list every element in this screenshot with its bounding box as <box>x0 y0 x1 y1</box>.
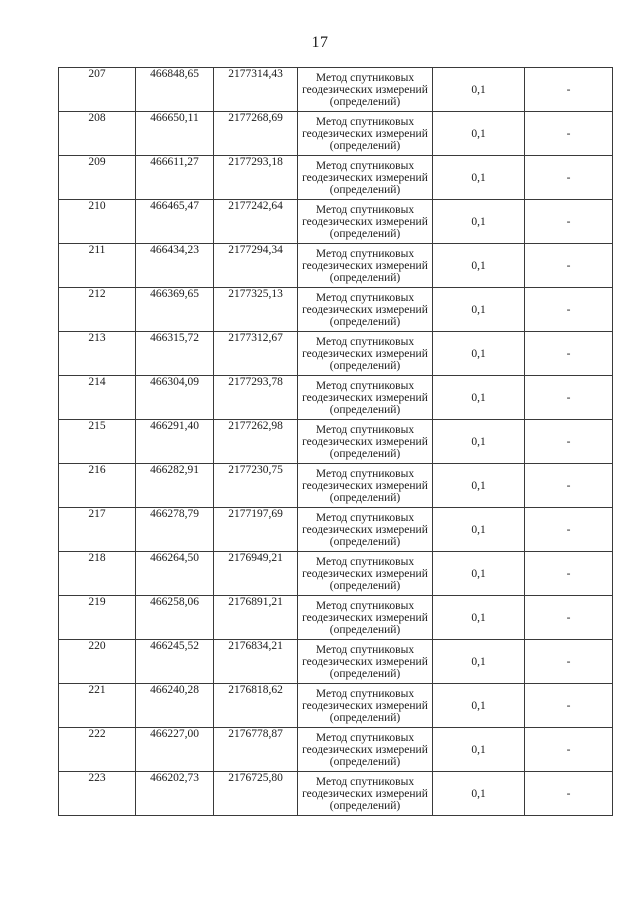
y-coordinate-cell: 2177312,67 <box>214 332 298 376</box>
table-row <box>59 376 613 420</box>
method-line: Метод спутниковых <box>315 467 415 480</box>
x-coordinate-cell: 466264,50 <box>136 552 214 596</box>
method-cell <box>298 244 433 288</box>
method-cell <box>298 684 433 728</box>
method-line: Метод спутниковых <box>315 291 415 304</box>
y-coordinate-cell: 2177325,13 <box>214 288 298 332</box>
x-coordinate-cell: 466848,65 <box>136 68 214 112</box>
accuracy-cell: 0,1 <box>433 376 525 420</box>
accuracy-cell: 0,1 <box>433 68 525 112</box>
note-cell: - <box>525 772 613 816</box>
method-line: (определений) <box>329 403 401 416</box>
y-coordinate-cell: 2177242,64 <box>214 200 298 244</box>
method-line: Метод спутниковых <box>315 511 415 524</box>
accuracy-cell: 0,1 <box>433 420 525 464</box>
method-line: (определений) <box>329 667 401 680</box>
table-row <box>59 552 613 596</box>
accuracy-cell: 0,1 <box>433 508 525 552</box>
method-cell <box>298 772 433 816</box>
table-row <box>59 244 613 288</box>
y-coordinate-cell: 2176725,80 <box>214 772 298 816</box>
accuracy-cell: 0,1 <box>433 332 525 376</box>
y-coordinate-cell: 2177230,75 <box>214 464 298 508</box>
method-line: (определений) <box>329 447 401 460</box>
method-cell <box>298 420 433 464</box>
method-cell <box>298 552 433 596</box>
accuracy-cell: 0,1 <box>433 552 525 596</box>
table-row <box>59 508 613 552</box>
method-line: геодезических измерений <box>302 347 428 360</box>
table-row <box>59 420 613 464</box>
table-row <box>59 596 613 640</box>
y-coordinate-cell: 2177197,69 <box>214 508 298 552</box>
note-cell: - <box>525 376 613 420</box>
point-number-cell: 222 <box>59 728 136 772</box>
y-coordinate-cell: 2177293,18 <box>214 156 298 200</box>
method-line: геодезических измерений <box>302 523 428 536</box>
table-row <box>59 112 613 156</box>
method-line: (определений) <box>329 711 401 724</box>
point-number-cell: 216 <box>59 464 136 508</box>
note-cell: - <box>525 156 613 200</box>
method-line: Метод спутниковых <box>315 115 415 128</box>
accuracy-cell: 0,1 <box>433 728 525 772</box>
point-number-cell: 221 <box>59 684 136 728</box>
method-line: геодезических измерений <box>302 655 428 668</box>
x-coordinate-cell: 466315,72 <box>136 332 214 376</box>
method-line: (определений) <box>329 183 401 196</box>
x-coordinate-cell: 466369,65 <box>136 288 214 332</box>
method-line: (определений) <box>329 359 401 372</box>
note-cell: - <box>525 552 613 596</box>
method-line: Метод спутниковых <box>315 643 415 656</box>
y-coordinate-cell: 2177268,69 <box>214 112 298 156</box>
x-coordinate-cell: 466240,28 <box>136 684 214 728</box>
table-row <box>59 68 613 112</box>
method-line: Метод спутниковых <box>315 731 415 744</box>
accuracy-cell: 0,1 <box>433 112 525 156</box>
method-line: геодезических измерений <box>302 699 428 712</box>
y-coordinate-cell: 2177314,43 <box>214 68 298 112</box>
point-number-cell: 212 <box>59 288 136 332</box>
table-row <box>59 464 613 508</box>
method-line: Метод спутниковых <box>315 71 415 84</box>
point-number-cell: 207 <box>59 68 136 112</box>
y-coordinate-cell: 2177262,98 <box>214 420 298 464</box>
y-coordinate-cell: 2176949,21 <box>214 552 298 596</box>
x-coordinate-cell: 466611,27 <box>136 156 214 200</box>
point-number-cell: 210 <box>59 200 136 244</box>
point-number-cell: 220 <box>59 640 136 684</box>
method-cell <box>298 640 433 684</box>
x-coordinate-cell: 466282,91 <box>136 464 214 508</box>
method-cell <box>298 288 433 332</box>
method-line: (определений) <box>329 579 401 592</box>
point-number-cell: 223 <box>59 772 136 816</box>
note-cell: - <box>525 464 613 508</box>
x-coordinate-cell: 466304,09 <box>136 376 214 420</box>
method-line: геодезических измерений <box>302 611 428 624</box>
x-coordinate-cell: 466245,52 <box>136 640 214 684</box>
table-row <box>59 772 613 816</box>
table-row <box>59 640 613 684</box>
method-line: (определений) <box>329 139 401 152</box>
method-line: (определений) <box>329 315 401 328</box>
note-cell: - <box>525 596 613 640</box>
y-coordinate-cell: 2176778,87 <box>214 728 298 772</box>
note-cell: - <box>525 288 613 332</box>
accuracy-cell: 0,1 <box>433 200 525 244</box>
x-coordinate-cell: 466202,73 <box>136 772 214 816</box>
method-line: Метод спутниковых <box>315 687 415 700</box>
note-cell: - <box>525 640 613 684</box>
method-line: (определений) <box>329 755 401 768</box>
note-cell: - <box>525 200 613 244</box>
method-line: геодезических измерений <box>302 303 428 316</box>
method-cell <box>298 200 433 244</box>
method-line: Метод спутниковых <box>315 247 415 260</box>
method-line: геодезических измерений <box>302 743 428 756</box>
method-line: геодезических измерений <box>302 787 428 800</box>
point-number-cell: 219 <box>59 596 136 640</box>
y-coordinate-cell: 2176818,62 <box>214 684 298 728</box>
accuracy-cell: 0,1 <box>433 596 525 640</box>
table-row <box>59 200 613 244</box>
point-number-cell: 211 <box>59 244 136 288</box>
method-line: Метод спутниковых <box>315 555 415 568</box>
x-coordinate-cell: 466278,79 <box>136 508 214 552</box>
x-coordinate-cell: 466434,23 <box>136 244 214 288</box>
accuracy-cell: 0,1 <box>433 640 525 684</box>
point-number-cell: 218 <box>59 552 136 596</box>
point-number-cell: 213 <box>59 332 136 376</box>
x-coordinate-cell: 466258,06 <box>136 596 214 640</box>
method-line: (определений) <box>329 623 401 636</box>
point-number-cell: 214 <box>59 376 136 420</box>
accuracy-cell: 0,1 <box>433 772 525 816</box>
method-cell <box>298 112 433 156</box>
point-number-cell: 208 <box>59 112 136 156</box>
x-coordinate-cell: 466650,11 <box>136 112 214 156</box>
method-line: геодезических измерений <box>302 479 428 492</box>
method-cell <box>298 376 433 420</box>
method-line: геодезических измерений <box>302 435 428 448</box>
note-cell: - <box>525 684 613 728</box>
method-line: Метод спутниковых <box>315 203 415 216</box>
x-coordinate-cell: 466291,40 <box>136 420 214 464</box>
note-cell: - <box>525 68 613 112</box>
method-line: (определений) <box>329 799 401 812</box>
method-line: Метод спутниковых <box>315 335 415 348</box>
note-cell: - <box>525 508 613 552</box>
y-coordinate-cell: 2177293,78 <box>214 376 298 420</box>
method-line: геодезических измерений <box>302 391 428 404</box>
method-line: геодезических измерений <box>302 127 428 140</box>
accuracy-cell: 0,1 <box>433 156 525 200</box>
method-line: геодезических измерений <box>302 567 428 580</box>
method-cell <box>298 464 433 508</box>
point-number-cell: 209 <box>59 156 136 200</box>
table-row <box>59 728 613 772</box>
method-line: Метод спутниковых <box>315 775 415 788</box>
accuracy-cell: 0,1 <box>433 288 525 332</box>
table-row <box>59 332 613 376</box>
method-cell <box>298 68 433 112</box>
method-line: (определений) <box>329 491 401 504</box>
y-coordinate-cell: 2177294,34 <box>214 244 298 288</box>
method-cell <box>298 728 433 772</box>
x-coordinate-cell: 466227,00 <box>136 728 214 772</box>
method-line: геодезических измерений <box>302 171 428 184</box>
method-line: (определений) <box>329 535 401 548</box>
note-cell: - <box>525 728 613 772</box>
method-line: Метод спутниковых <box>315 599 415 612</box>
coordinates-table-body <box>59 68 613 816</box>
note-cell: - <box>525 244 613 288</box>
method-line: Метод спутниковых <box>315 423 415 436</box>
coordinates-table <box>58 67 613 816</box>
method-line: геодезических измерений <box>302 215 428 228</box>
accuracy-cell: 0,1 <box>433 684 525 728</box>
table-row <box>59 288 613 332</box>
y-coordinate-cell: 2176891,21 <box>214 596 298 640</box>
table-row <box>59 156 613 200</box>
note-cell: - <box>525 112 613 156</box>
method-cell <box>298 156 433 200</box>
method-line: геодезических измерений <box>302 259 428 272</box>
note-cell: - <box>525 332 613 376</box>
accuracy-cell: 0,1 <box>433 244 525 288</box>
table-row <box>59 684 613 728</box>
method-line: (определений) <box>329 95 401 108</box>
method-line: Метод спутниковых <box>315 379 415 392</box>
note-cell: - <box>525 420 613 464</box>
point-number-cell: 215 <box>59 420 136 464</box>
x-coordinate-cell: 466465,47 <box>136 200 214 244</box>
point-number-cell: 217 <box>59 508 136 552</box>
method-cell <box>298 508 433 552</box>
method-line: (определений) <box>329 271 401 284</box>
method-line: геодезических измерений <box>302 83 428 96</box>
method-line: Метод спутниковых <box>315 159 415 172</box>
method-cell <box>298 596 433 640</box>
method-cell <box>298 332 433 376</box>
accuracy-cell: 0,1 <box>433 464 525 508</box>
page-number: 17 <box>311 34 329 51</box>
method-line: (определений) <box>329 227 401 240</box>
y-coordinate-cell: 2176834,21 <box>214 640 298 684</box>
